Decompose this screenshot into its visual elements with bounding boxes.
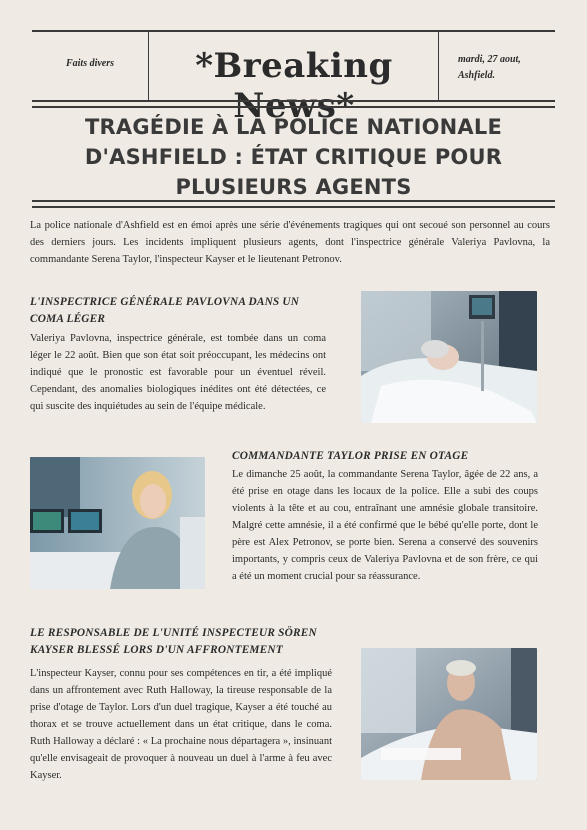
masthead-top-rule [32,30,555,32]
intro-paragraph: La police nationale d'Ashfield est en émoi après une série d'événements tragiques qui ont secoué son personnel au cours des derniers jours. Les incidents impliquent plusieurs agents, dont l'inspectrice générale Valeriya Pavlovna, la commandante Serena Taylor, l'inspecteur Kayser et le lieutenant Petronov. [30,220,550,265]
section-1-body: Valeriya Pavlovna, inspectrice générale, est tombée dans un coma léger le 22 août. Bien que son état soit préoccupant, les médecins ont indiqué que le pronostic est favorable pour un éventuel réveil. Cependant, des anomalies biologiques inédites ont été détectées, ce qui suscite des inquiétudes au sein de l'équipe médicale. [30,333,326,412]
headline-rule-double [32,206,555,208]
masthead-divider-left [148,30,149,100]
section-2-body: Le dimanche 25 août, la commandante Serena Taylor, âgée de 22 ans, a été prise en otage dans les locaux de la police. Elle a subi des coups violents à la tête et au cou, entraînant une amnésie globale transitoire. Malgré cette amnésie, il a été confirmé que le bébé qu'elle porte, dont le père est Alex Petronov, se porte bien. Serena a conservé des souvenirs importants, y compris ceux de Valeriya Pavlovna et de son frère, ce qui a été un moment crucial pour sa réassurance. [232,469,538,582]
kayser-hospital-photo [361,648,537,780]
section-3-body: L'inspecteur Kayser, connu pour ses compétences en tir, a été impliqué dans un affrontement avec Ruth Halloway, la tireuse responsable de la prise d'otage de Taylor. Lors d'un duel tragique, Kayser a été touché au thorax et se trouve actuellement dans un état critique, dans le coma. Ruth Halloway a déclaré : « La prochaine nous départagera », insinuant qu'elle envisageait de provoquer à nouveau un duel à l'arme à feu avec Kayser. [30,668,332,781]
section-3-title: LE RESPONSABLE DE L'UNITÉ INSPECTEUR SÖREN KAYSER BLESSÉ LORS D'UN AFFRONTEMENT [30,627,317,656]
masthead [32,28,555,104]
section-1-title: L'INSPECTRICE GÉNÉRALE PAVLOVNA DANS UN COMA LÉGER [30,296,300,325]
masthead-bottom-rule [32,100,555,102]
issue-place: Ashfield. [458,70,495,81]
issue-date: mardi, 27 aout, [458,54,521,65]
headline-rule [32,200,555,202]
pavlovna-hospital-photo [361,291,537,423]
newspaper-title: *Breaking [195,46,393,86]
headline-line-1: TRAGÉDIE À LA POLICE NATIONALE [85,115,502,139]
section-2-title: COMMANDANTE TAYLOR PRISE EN OTAGE [232,450,469,462]
masthead-bottom-rule-double [32,106,555,108]
main-headline [32,112,555,202]
section-label: Faits divers [65,58,115,69]
masthead-divider-right [438,30,439,100]
taylor-hospital-photo [30,457,205,589]
headline-line-2: D'ASHFIELD : ÉTAT CRITIQUE POUR [84,145,503,169]
headline-line-3: PLUSIEURS AGENTS [175,175,412,199]
issue-dateline [458,52,558,84]
